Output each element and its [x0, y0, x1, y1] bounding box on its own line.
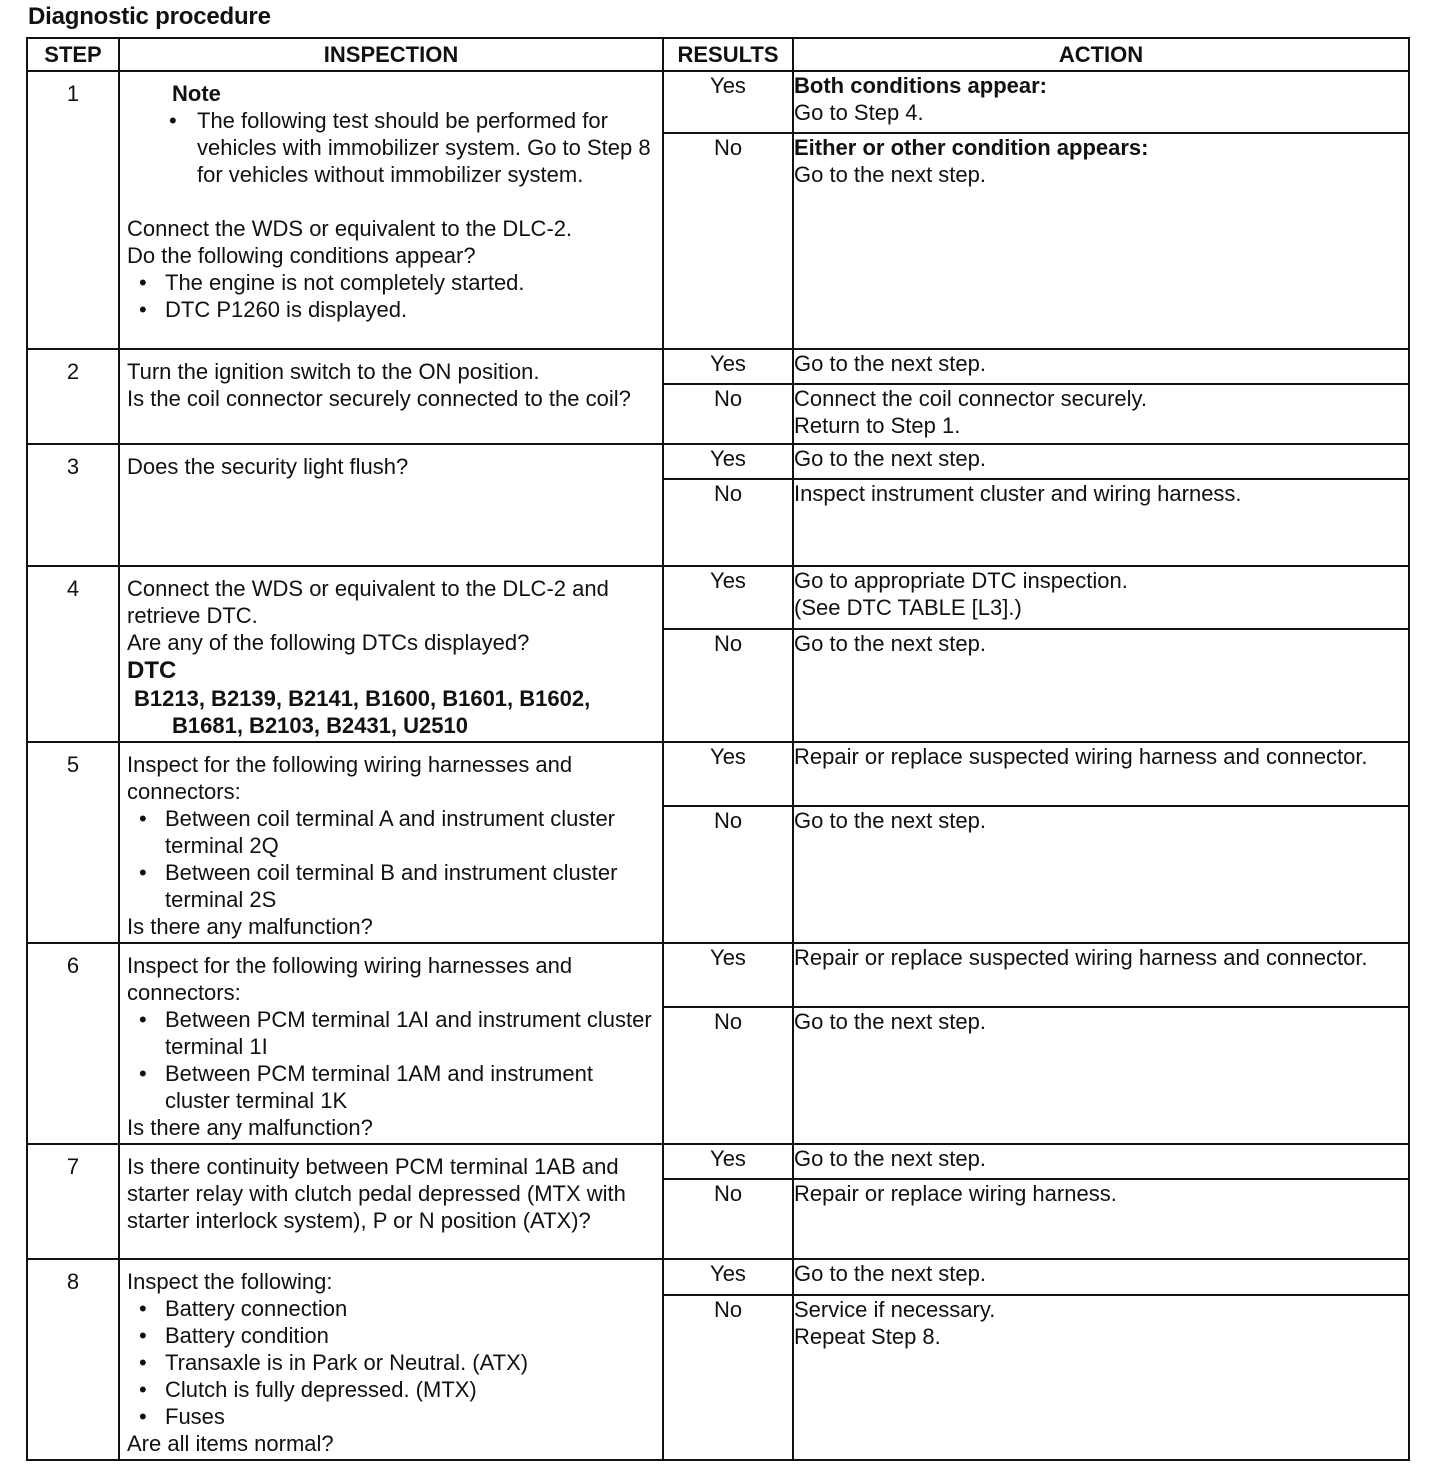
step-5-yes-row	[27, 742, 1409, 806]
step-number: 8	[27, 1259, 119, 1460]
result-no: No	[663, 806, 793, 943]
inspection-text: Connect the WDS or equivalent to the DLC-2.	[127, 216, 573, 241]
header-inspection: INSPECTION	[119, 38, 663, 71]
step-8-yes-row	[27, 1259, 1409, 1295]
result-yes: Yes	[663, 444, 793, 479]
dtc-line: B1213, B2139, B2141, B1600, B1601, B1602,	[134, 686, 591, 711]
inspection-cell	[119, 943, 663, 1144]
list-item: • Battery condition	[127, 1322, 654, 1349]
step-7-yes-row	[27, 1144, 1409, 1179]
step-number: 3	[27, 444, 119, 566]
step-4-yes-row	[27, 566, 1409, 629]
list-item: • Between PCM terminal 1AI and instrument cluster terminal 1I	[127, 1006, 654, 1060]
step-1-yes-row	[27, 71, 1409, 133]
list-item: • Transaxle is in Park or Neutral. (ATX)	[127, 1349, 654, 1376]
action-no: Connect the coil connector securely. Return to Step 1.	[793, 384, 1409, 444]
dtc-list	[127, 685, 654, 739]
inspection-text: Is there continuity between PCM terminal 1AB and starter relay with clutch pedal depressed (MTX with starter interlock system), P or N position (ATX)?	[127, 1154, 626, 1233]
note-item: • The following test should be performed for vehicles with immobilizer system. Go to Step 8 for vehicles without immobilizer system.	[127, 107, 654, 188]
condition-list	[127, 269, 654, 323]
list-item: • Battery connection	[127, 1295, 654, 1322]
result-yes: Yes	[663, 566, 793, 629]
inspection-text: Is the coil connector securely connected to the coil?	[127, 386, 631, 411]
step-number: 1	[27, 71, 119, 349]
action-no: Service if necessary. Repeat Step 8.	[793, 1295, 1409, 1460]
inspection-cell	[119, 1144, 663, 1259]
result-yes: Yes	[663, 349, 793, 384]
inspection-text: Does the security light flush?	[127, 454, 409, 479]
result-no: No	[663, 629, 793, 742]
result-yes: Yes	[663, 71, 793, 133]
result-no: No	[663, 1007, 793, 1144]
inspection-question: Is there any malfunction?	[127, 1115, 373, 1140]
action-no: Go to the next step.	[793, 1007, 1409, 1144]
action-yes: Go to appropriate DTC inspection. (See DTC TABLE [L3].)	[793, 566, 1409, 629]
result-no: No	[663, 1295, 793, 1460]
page-title: Diagnostic procedure	[28, 3, 271, 30]
header-row	[27, 38, 1409, 71]
header-results: RESULTS	[663, 38, 793, 71]
list-item: • Between PCM terminal 1AM and instrument cluster terminal 1K	[127, 1060, 654, 1114]
list-item: • Between coil terminal B and instrument cluster terminal 2S	[127, 859, 654, 913]
step-number: 7	[27, 1144, 119, 1259]
result-no: No	[663, 1179, 793, 1259]
result-no: No	[663, 133, 793, 349]
result-no: No	[663, 479, 793, 566]
harness-list	[127, 1006, 654, 1114]
step-3-yes-row	[27, 444, 1409, 479]
diagnostic-procedure-table	[26, 37, 1410, 1461]
dtc-title: DTC	[127, 657, 177, 684]
action-no: Go to the next step.	[793, 806, 1409, 943]
list-item: • Clutch is fully depressed. (MTX)	[127, 1376, 654, 1403]
header-step: STEP	[27, 38, 119, 71]
inspection-question: Is there any malfunction?	[127, 914, 373, 939]
inspection-text: Do the following conditions appear?	[127, 243, 476, 268]
result-yes: Yes	[663, 1144, 793, 1179]
inspection-text: Inspect for the following wiring harnesses and connectors:	[127, 752, 573, 804]
dtc-line: B1681, B2103, B2431, U2510	[172, 713, 468, 738]
step-number: 2	[27, 349, 119, 444]
note-title: Note	[172, 81, 221, 106]
list-item: • DTC P1260 is displayed.	[127, 296, 654, 323]
list-item: • Fuses	[127, 1403, 654, 1430]
harness-list	[127, 805, 654, 913]
inspection-cell	[119, 1259, 663, 1460]
inspection-cell	[119, 71, 663, 349]
action-no: Repair or replace wiring harness.	[793, 1179, 1409, 1259]
action-yes: Repair or replace suspected wiring harness and connector.	[793, 742, 1409, 806]
action-no: Either or other condition appears: Go to the next step.	[793, 133, 1409, 349]
action-yes: Go to the next step.	[793, 1259, 1409, 1295]
header-action: ACTION	[793, 38, 1409, 71]
inspection-cell	[119, 349, 663, 444]
note-list	[127, 107, 654, 188]
result-yes: Yes	[663, 943, 793, 1007]
result-yes: Yes	[663, 742, 793, 806]
inspection-text: Inspect the following:	[127, 1269, 333, 1294]
inspection-list	[127, 1295, 654, 1430]
inspection-text: Turn the ignition switch to the ON position.	[127, 359, 540, 384]
action-yes: Both conditions appear: Go to Step 4.	[793, 71, 1409, 133]
inspection-question: Are all items normal?	[127, 1431, 334, 1456]
inspection-text: Inspect for the following wiring harnesses and connectors:	[127, 953, 573, 1005]
action-yes: Go to the next step.	[793, 444, 1409, 479]
action-yes: Go to the next step.	[793, 1144, 1409, 1179]
list-item: • The engine is not completely started.	[127, 269, 654, 296]
action-yes: Repair or replace suspected wiring harness and connector.	[793, 943, 1409, 1007]
result-no: No	[663, 384, 793, 444]
inspection-text: Connect the WDS or equivalent to the DLC-2 and retrieve DTC.	[127, 576, 609, 628]
step-number: 6	[27, 943, 119, 1144]
inspection-cell	[119, 742, 663, 943]
step-2-yes-row	[27, 349, 1409, 384]
step-number: 4	[27, 566, 119, 742]
step-number: 5	[27, 742, 119, 943]
action-no: Go to the next step.	[793, 629, 1409, 742]
action-yes: Go to the next step.	[793, 349, 1409, 384]
inspection-text: Are any of the following DTCs displayed?	[127, 630, 530, 655]
step-6-yes-row	[27, 943, 1409, 1007]
inspection-cell	[119, 566, 663, 742]
result-yes: Yes	[663, 1259, 793, 1295]
action-no: Inspect instrument cluster and wiring harness.	[793, 479, 1409, 566]
list-item: • Between coil terminal A and instrument cluster terminal 2Q	[127, 805, 654, 859]
inspection-cell	[119, 444, 663, 566]
